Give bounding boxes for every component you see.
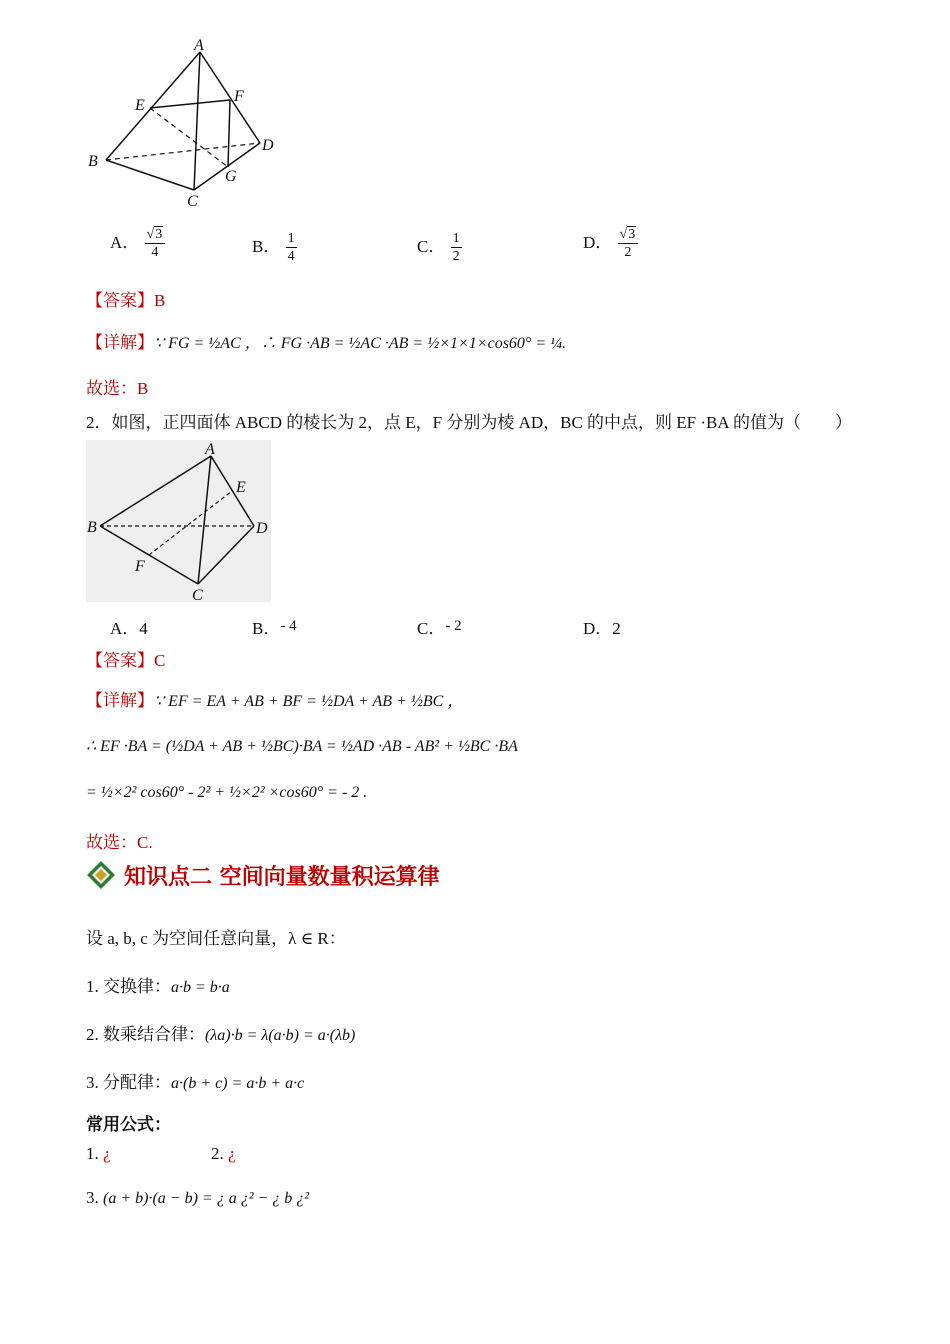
point-e-label: E	[135, 97, 145, 114]
q1-choose: 故选：B	[86, 379, 149, 398]
q2-detail-formula1: ∵ EF = EA + AB + BF = ½DA + AB + ½BC ，	[154, 693, 464, 710]
vertex-c-label: C	[187, 193, 198, 210]
option-c-fraction	[451, 232, 462, 264]
formula-3-label: 3.	[86, 1188, 103, 1207]
q2-option-d: D．2	[583, 619, 621, 638]
law1-formula: a·b = b·a	[171, 979, 230, 996]
q1-answer: 【答案】B	[86, 291, 166, 310]
law2-formula: (λa)·b = λ(a·b) = a·(λb)	[205, 1027, 356, 1044]
q2-option-b-label: B．	[252, 619, 281, 638]
q2-detail-label: 【详解】	[86, 691, 154, 710]
section-heading	[86, 858, 440, 892]
option-d-fraction: $\frac{√3}{2}$	[618, 228, 639, 260]
fig2-vertex-d-label: D	[256, 520, 268, 537]
law2-label: 2. 数乘结合律：	[86, 1025, 205, 1044]
point-f-label: F	[234, 88, 244, 105]
section-intro: 设 a, b, c 为空间任意向量，λ ∈ R：	[86, 929, 346, 948]
formula-2	[211, 1144, 236, 1164]
tetrahedron-figure-2	[86, 440, 271, 602]
q2-option-b-value: - 4	[280, 618, 297, 634]
law-distributive	[86, 1068, 304, 1093]
option-d-num: 3	[628, 227, 636, 243]
q2-answer: 【答案】C	[86, 651, 166, 670]
option-b-num: 1	[287, 231, 295, 247]
q2-option-a: A．4	[110, 619, 148, 638]
option-c-label: C．	[417, 237, 446, 256]
q1-detail	[86, 328, 566, 353]
fig2-vertex-a-label: A	[205, 441, 215, 458]
q2-detail-line2: ∴ EF ·BA = (½DA + AB + ½BC)·BA = ½AD ·AB - AB² + ½BC ·BA	[86, 738, 518, 755]
option-b-fraction	[286, 232, 297, 264]
option-a-label: A．	[110, 233, 140, 252]
fig2-point-e-label: E	[236, 479, 246, 496]
formula-1	[86, 1144, 111, 1164]
option-d-den: 2	[624, 245, 632, 261]
q2-stem: 2．如图，正四面体 ABCD 的棱长为 2，点 E，F 分别为棱 AD，BC 的中点，则 EF ·BA 的值为（ ）	[86, 413, 852, 432]
formula-1-label: 1.	[86, 1144, 103, 1163]
tetrahedron-figure-1	[80, 30, 290, 215]
fig2-vertex-b-label: B	[87, 519, 97, 536]
fig2-vertex-c-label: C	[192, 587, 203, 602]
common-formulas-heading: 常用公式：	[86, 1115, 171, 1135]
q1-detail-label: 【详解】	[86, 333, 154, 352]
option-b	[252, 232, 298, 264]
law-commutative	[86, 972, 230, 997]
formula-2-label: 2.	[211, 1144, 228, 1163]
option-a-num: 3	[155, 227, 163, 243]
q2-choose: 故选：C.	[86, 833, 153, 852]
q2-option-c-value: - 2	[445, 618, 462, 634]
section-title: 知识点二 空间向量数量积运算律	[124, 864, 440, 890]
formula-3-expr: (a + b)·(a − b) = ¿ a ¿² − ¿ b ¿²	[103, 1190, 310, 1207]
option-c	[417, 232, 463, 264]
option-c-num: 1	[452, 231, 460, 247]
vertex-a-label: A	[194, 37, 204, 54]
q2-option-c-label: C．	[417, 619, 446, 638]
option-a-fraction: $\frac{√3}{4}$	[145, 228, 166, 260]
q2-option-b	[252, 614, 297, 639]
vertex-b-label: B	[88, 153, 98, 170]
formula-2-glyph: ¿	[228, 1144, 236, 1163]
formula-3	[86, 1188, 309, 1208]
q2-detail-line3: = ½×2² cos60° - 2² + ½×2² ×cos60° = - 2 .	[86, 784, 368, 801]
option-a-den: 4	[151, 245, 159, 261]
vertex-d-label: D	[262, 137, 274, 154]
q2-detail-line1	[86, 686, 463, 711]
option-d	[583, 228, 639, 260]
law3-formula: a·(b + c) = a·b + a·c	[171, 1075, 305, 1092]
fig2-point-f-label: F	[135, 558, 145, 575]
law3-label: 3. 分配律：	[86, 1073, 171, 1092]
diamond-icon	[86, 860, 120, 890]
option-b-label: B．	[252, 237, 281, 256]
law1-label: 1. 交换律：	[86, 977, 171, 996]
law-scalar-assoc	[86, 1020, 355, 1045]
point-g-label: G	[225, 168, 237, 185]
option-c-den: 2	[452, 249, 460, 265]
q2-option-c	[417, 614, 462, 639]
formula-1-glyph: ¿	[103, 1144, 111, 1163]
option-a	[110, 228, 166, 260]
q1-detail-formula: ∵ FG = ½AC ，∴ FG ·AB = ½AC ·AB = ½×1×1×cos60° = ¼.	[154, 335, 567, 352]
option-b-den: 4	[287, 249, 295, 265]
option-d-label: D．	[583, 233, 613, 252]
